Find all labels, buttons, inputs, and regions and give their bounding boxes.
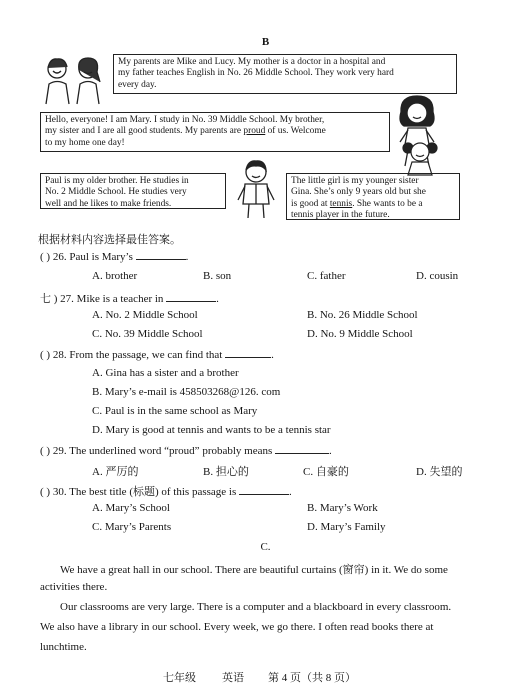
box4-line4: tennis player in the future. <box>291 209 390 220</box>
question-30: ( ) 30. The best title (标题) of this passage is . <box>40 486 292 498</box>
box4-line3 <box>291 199 455 210</box>
option-26-b[interactable]: B. son <box>203 270 232 282</box>
option-30-b[interactable]: B. Mary’s Work <box>307 502 378 514</box>
section-c-label: C. <box>260 541 271 553</box>
option-30-d[interactable]: D. Mary’s Family <box>307 521 386 533</box>
option-29-a[interactable]: A. 严厉的 <box>92 466 139 478</box>
option-29-d[interactable]: D. 失望的 <box>416 466 463 478</box>
answer-blank-30[interactable] <box>239 485 289 495</box>
passage-c-line1: We have a great hall in our school. There are beautiful curtains (窗帘) in it. We do some <box>60 564 448 576</box>
text-box-gina <box>286 173 460 220</box>
answer-slot-29[interactable]: ( ) 29. <box>40 445 67 457</box>
option-27-a[interactable]: A. No. 2 Middle School <box>92 309 198 321</box>
footer-subject: 英语 <box>222 672 244 684</box>
passage-c-line5: lunchtime. <box>40 641 87 653</box>
section-b-label: B <box>261 36 270 48</box>
option-27-b[interactable]: B. No. 26 Middle School <box>307 309 418 321</box>
box2-line2-b: of us. Welcome <box>265 126 326 137</box>
box3-line2: No. 2 Middle School. He studies very <box>45 187 187 198</box>
option-28-a[interactable]: A. Gina has a sister and a brother <box>92 367 239 379</box>
box2-line2 <box>45 126 385 137</box>
footer-grade: 七年级 <box>163 672 196 684</box>
paul-illustration <box>236 160 276 220</box>
question-stem-28: From the passage, we can find that <box>69 349 223 361</box>
answer-slot-27[interactable]: 七 ) 27. <box>40 293 74 305</box>
answer-slot-28[interactable]: ( ) 28. <box>40 349 67 361</box>
question-27: 七 ) 27. Mike is a teacher in . <box>40 293 219 305</box>
question-stem-27: Mike is a teacher in <box>76 293 164 305</box>
answer-blank-26[interactable] <box>136 250 186 260</box>
question-26: ( ) 26. Paul is Mary’s . <box>40 251 189 263</box>
answer-slot-30[interactable]: ( ) 30. <box>40 486 67 498</box>
option-27-d[interactable]: D. No. 9 Middle School <box>307 328 413 340</box>
box1-line3: every day. <box>118 79 157 90</box>
option-26-a[interactable]: A. brother <box>92 270 138 282</box>
footer-page-number: 第 4 页（共 8 页） <box>268 672 356 684</box>
text-box-mary <box>40 112 390 152</box>
answer-blank-28[interactable] <box>225 348 271 358</box>
box2-line1: Hello, everyone! I am Mary. I study in No. 39 Middle School. My brother, <box>45 115 325 125</box>
option-29-b[interactable]: B. 担心的 <box>203 466 249 478</box>
passage-c-line4: We also have a library in our school. Every week, we go there. I often read books there at <box>40 621 434 633</box>
answer-blank-29[interactable] <box>275 444 329 454</box>
option-30-c[interactable]: C. Mary’s Parents <box>92 521 172 533</box>
box4-line3-a: is good at <box>291 198 330 209</box>
box3-line3: well and he likes to make friends. <box>45 198 172 209</box>
parents-illustration <box>40 56 106 106</box>
option-26-c[interactable]: C. father <box>307 270 346 282</box>
option-28-b[interactable]: B. Mary’s e-mail is 458503268@126. com <box>92 386 281 398</box>
box4-line1: The little girl is my younger sister <box>291 176 419 186</box>
option-28-d[interactable]: D. Mary is good at tennis and wants to be a tennis star <box>92 424 331 436</box>
answer-slot-26[interactable]: ( ) 26. <box>40 251 67 263</box>
question-stem-30: The best title (标题) of this passage is <box>69 486 237 498</box>
box1-line1: My parents are Mike and Lucy. My mother is a doctor in a hospital and <box>118 57 386 67</box>
underlined-word-proud: proud <box>243 126 266 137</box>
box2-line3: to my home one day! <box>45 137 125 148</box>
text-box-paul <box>40 173 226 209</box>
option-27-c[interactable]: C. No. 39 Middle School <box>92 328 203 340</box>
gina-illustration <box>402 140 438 176</box>
option-29-c[interactable]: C. 自豪的 <box>303 466 349 478</box>
box1-line2: my father teaches English in No. 26 Middle School. They work very hard <box>118 68 394 79</box>
question-stem-26: Paul is Mary’s <box>69 251 133 263</box>
question-stem-29: The underlined word “proud” probably means <box>69 445 273 457</box>
box4-line3-b: . She wants to be a <box>352 198 423 209</box>
question-29: ( ) 29. The underlined word “proud” probably means . <box>40 445 332 457</box>
option-28-c[interactable]: C. Paul is in the same school as Mary <box>92 405 258 417</box>
text-box-parents <box>113 54 457 94</box>
option-26-d[interactable]: D. cousin <box>416 270 459 282</box>
underlined-word-tennis: tennis <box>329 198 353 209</box>
passage-c-line3: Our classrooms are very large. There is a computer and a blackboard in every classroom. <box>60 601 452 613</box>
instruction: 根据材料内容选择最佳答案。 <box>38 234 181 246</box>
box3-line1: Paul is my older brother. He studies in <box>45 176 189 186</box>
box2-line2-a: my sister and I are all good students. My parents are <box>45 126 244 137</box>
passage-c-line2: activities there. <box>40 581 108 593</box>
question-28: ( ) 28. From the passage, we can find that . <box>40 349 274 361</box>
answer-blank-27[interactable] <box>166 292 216 302</box>
option-30-a[interactable]: A. Mary’s School <box>92 502 170 514</box>
box4-line2: Gina. She’s only 9 years old but she <box>291 187 426 198</box>
